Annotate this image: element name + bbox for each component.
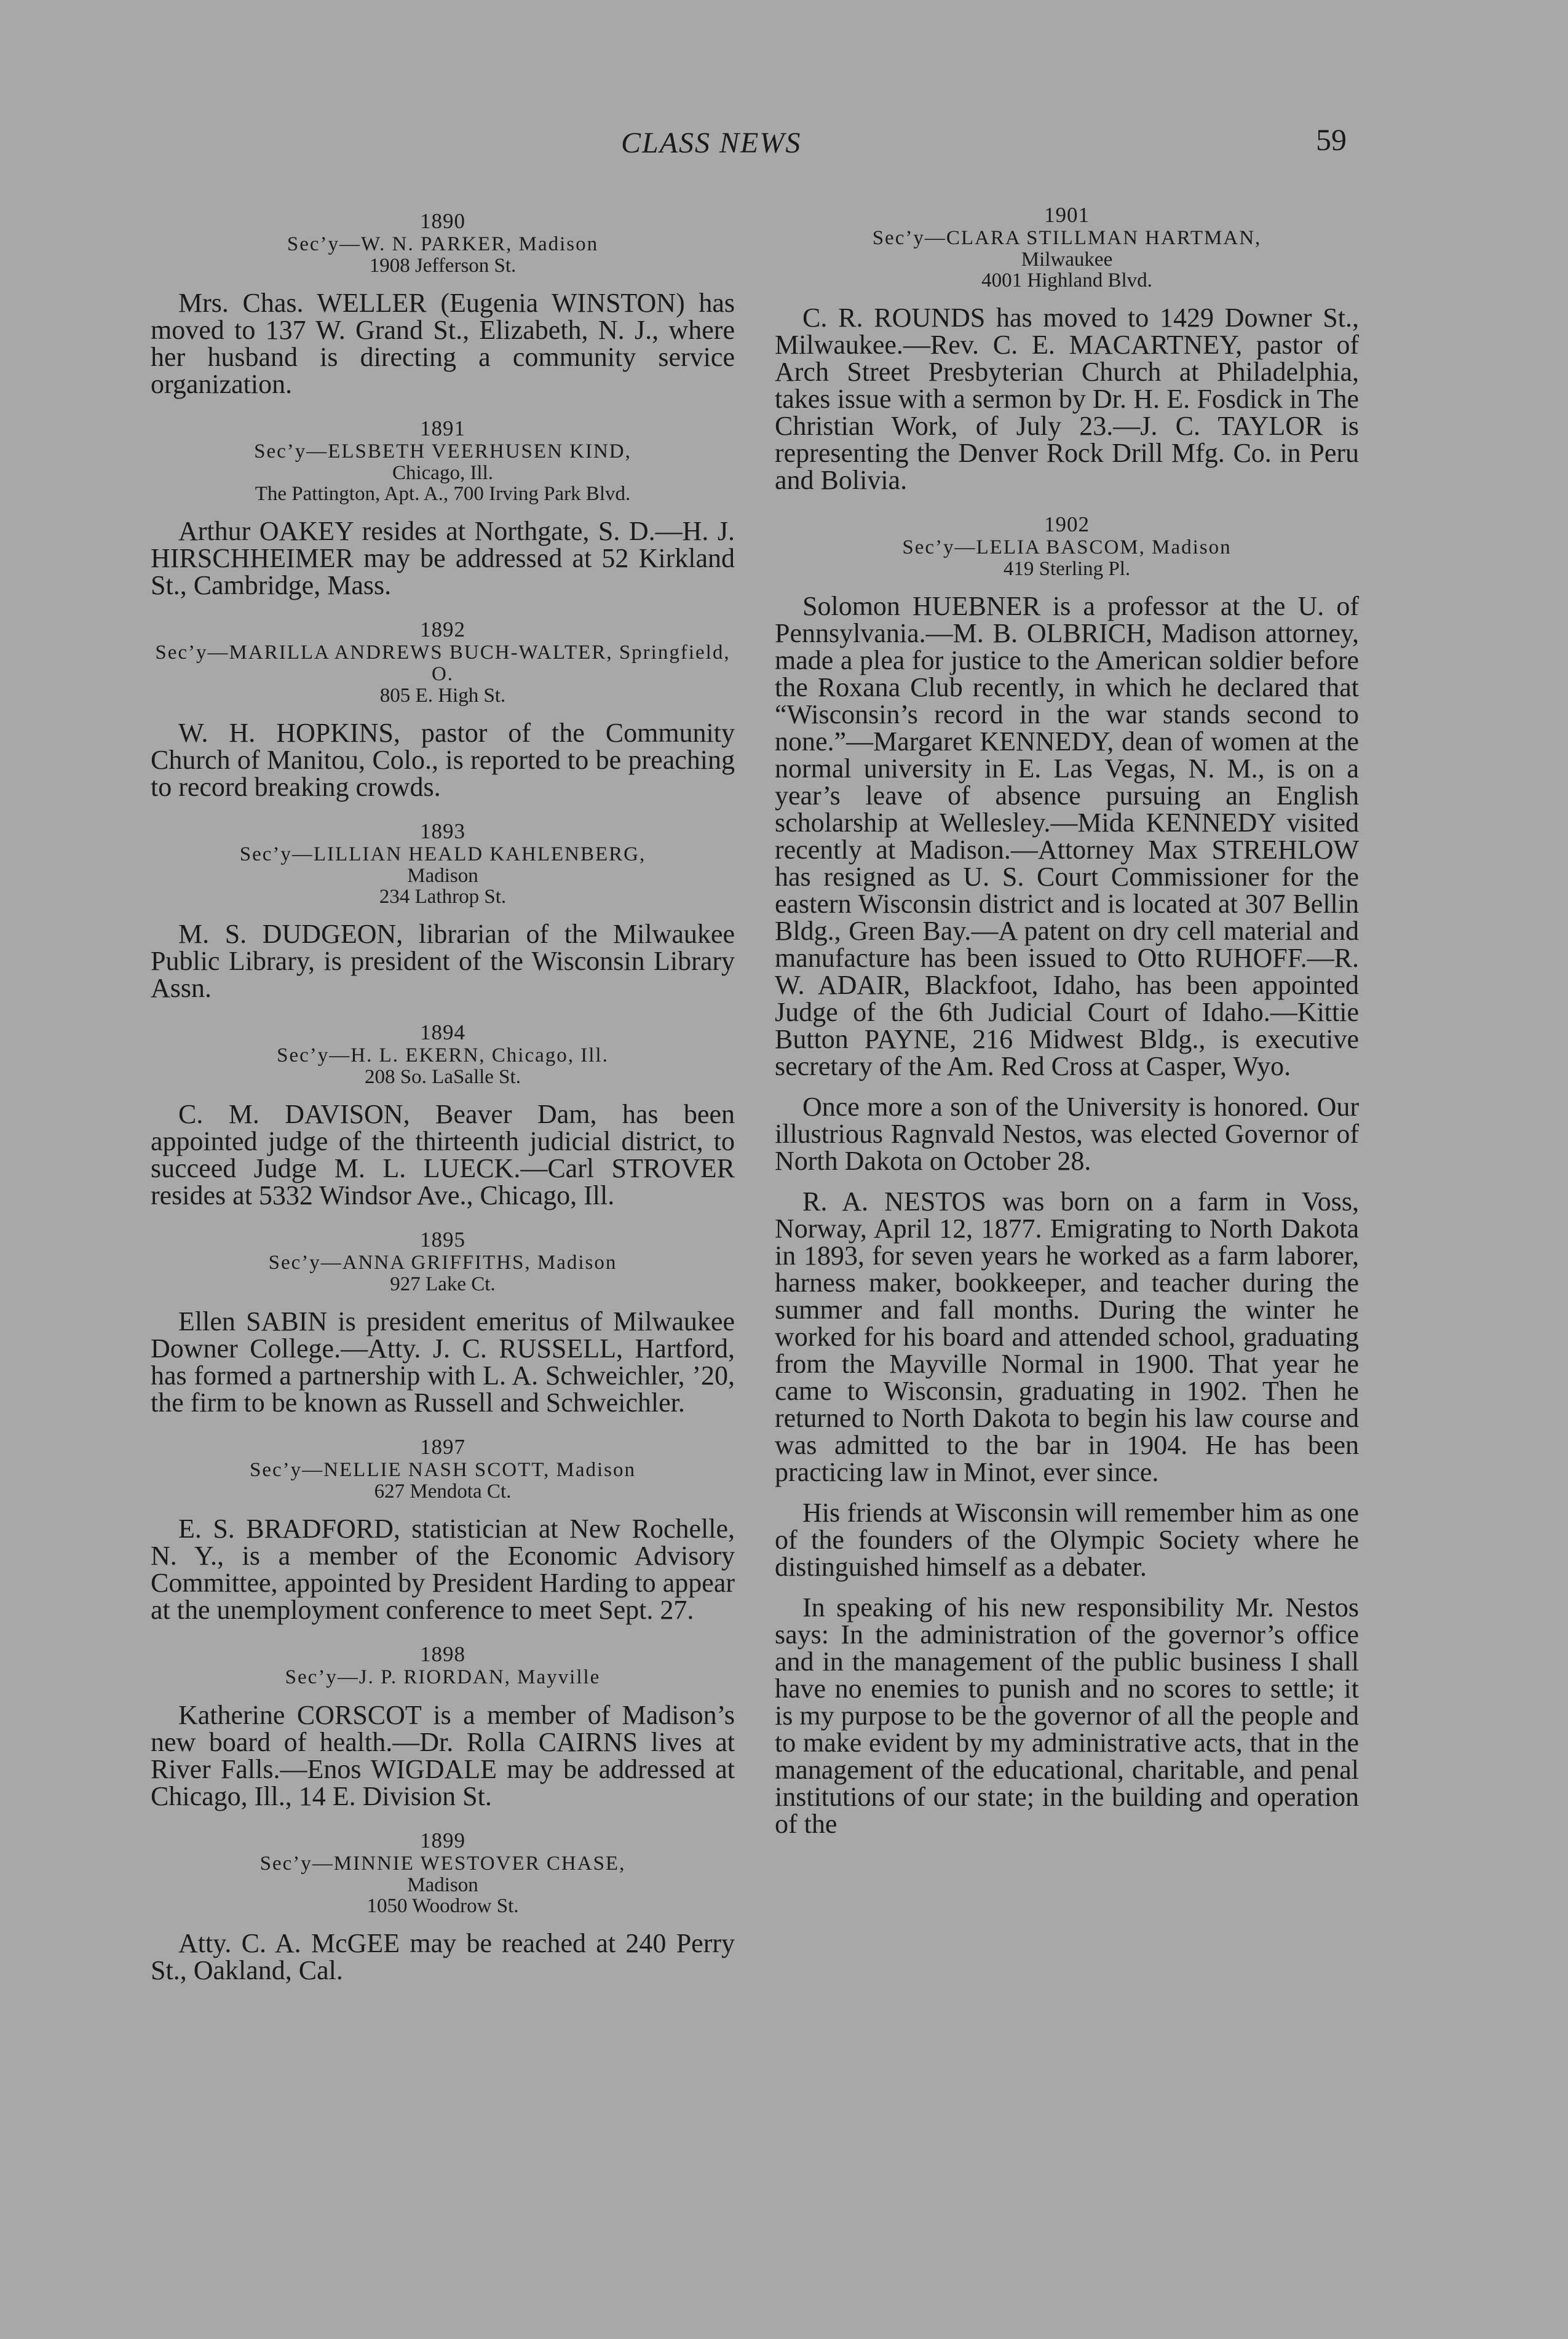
secretary-address: 1050 Woodrow St.: [366, 1895, 519, 1917]
secretary-address: 1908 Jefferson St.: [369, 255, 517, 277]
secretary-line: Sec’y—J. P. RIORDAN, Mayville: [285, 1666, 601, 1688]
secretary-address: Chicago, Ill.: [392, 462, 494, 484]
class-year: 1901: [1044, 203, 1090, 227]
left-column: [151, 209, 735, 2003]
class-section: [151, 1642, 735, 1810]
news-paragraph: Solomon HUEBNER is a professor at the U. of Pennsylvania.—M. B. OLBRICH, Madison attorney, made a plea for justice to the American soldier before the Roxana Club recently, in which he declared that “Wisconsin’s record in the war stands second to none.”—Margaret KENNEDY, dean of women at the normal university in E. Las Vegas, N. M., is on a year’s leave of absence pursuing an English scholarship at Wellesley.—Mida KENNEDY visited recently at Madison.—Attorney Max STREHLOW has resigned as U. S. Court Commissioner for the eastern Wisconsin district and is located at 307 Bellin Bldg., Green Bay.—A patent on dry cell material and manufacture has been issued to Otto RUHOFF.—R. W. ADAIR, Blackfoot, Idaho, has been appointed Judge of the 6th Judicial Court of Idaho.—Kittie Button PAYNE, 216 Midwest Bldg., is executive secretary of the Am. Red Cross at Casper, Wyo.: [775, 591, 1359, 1081]
news-paragraph: His friends at Wisconsin will remember him as one of the founders of the Olympic Society where he distinguished himself as a debater.: [775, 1498, 1359, 1582]
secretary-address: 234 Lathrop St.: [379, 886, 507, 908]
class-section: [151, 416, 735, 599]
secretary-address: Madison: [407, 1874, 478, 1896]
news-paragraph: R. A. NESTOS was born on a farm in Voss, Norway, April 12, 1877. Emigrating to North Dakota in 1893, for seven years he worked as a farm laborer, harness maker, bookkeeper, and teacher during the summer and fall months. During the winter he worked for his board and attended school, graduating from the Mayville Normal in 1900. That year he came to Wisconsin, graduating in 1902. Then he returned to North Dakota to begin his law course and was admitted to the bar in 1904. He has been practicing law in Minot, ever since.: [775, 1186, 1359, 1487]
news-paragraph: In speaking of his new responsibility Mr. Nestos says: In the administration of the governor’s office and in the management of the public business I shall have no enemies to punish and no scores to settle; it is my purpose to be the governor of all the people and to make evident by my administrative acts, that in the management of the educational, charitable, and penal institutions of our state; in the building and operation of the: [775, 1592, 1359, 1839]
secretary-line: Sec’y—ANNA GRIFFITHS, Madison: [268, 1252, 617, 1274]
secretary-address: 627 Mendota Ct.: [374, 1480, 512, 1503]
class-section: [151, 209, 735, 398]
secretary-address: The Pattington, Apt. A., 700 Irving Park Blvd.: [255, 483, 631, 505]
news-paragraph: E. S. BRADFORD, statistician at New Rochelle, N. Y., is a member of the Economic Advisory Committee, appointed by President Harding to appear at the unemployment conference to meet Sept. 27.: [151, 1514, 735, 1625]
secretary-address: 805 E. High St.: [379, 685, 506, 707]
class-year: 1893: [420, 819, 465, 843]
secretary-line: Sec’y—MARILLA ANDREWS BUCH-WALTER, Springfield, O.: [155, 641, 731, 685]
news-paragraph: Atty. C. A. McGEE may be reached at 240 Perry St., Oakland, Cal.: [151, 1928, 735, 1985]
class-year: 1892: [420, 618, 465, 641]
secretary-line: Sec’y—LILLIAN HEALD KAHLENBERG,: [239, 843, 646, 865]
secretary-line: Sec’y—NELLIE NASH SCOTT, Madison: [250, 1459, 636, 1481]
class-section: [151, 1829, 735, 1984]
right-column: [775, 203, 1359, 1856]
class-section: [151, 1020, 735, 1209]
class-section: [775, 512, 1359, 1838]
class-section: [151, 618, 735, 801]
news-paragraph: M. S. DUDGEON, librarian of the Milwaukee Public Library, is president of the Wisconsin Library Assn.: [151, 919, 735, 1003]
class-year: 1897: [420, 1435, 465, 1459]
secretary-address: Madison: [407, 865, 478, 887]
news-paragraph: Katherine CORSCOT is a member of Madison’s new board of health.—Dr. Rolla CAIRNS lives at River Falls.—Enos WIGDALE may be addressed at Chicago, Ill., 14 E. Division St.: [151, 1700, 735, 1811]
class-section: [775, 203, 1359, 494]
page-number: 59: [1316, 122, 1347, 157]
secretary-line: Sec’y—CLARA STILLMAN HARTMAN,: [872, 227, 1262, 249]
secretary-line: Sec’y—MINNIE WESTOVER CHASE,: [259, 1853, 626, 1875]
secretary-address: 4001 Highland Blvd.: [981, 269, 1152, 292]
secretary-address: 927 Lake Ct.: [390, 1273, 496, 1295]
secretary-line: Sec’y—LELIA BASCOM, Madison: [902, 536, 1232, 558]
class-year: 1899: [420, 1829, 465, 1853]
secretary-address: 419 Sterling Pl.: [1003, 558, 1131, 580]
news-paragraph: C. R. ROUNDS has moved to 1429 Downer St., Milwaukee.—Rev. C. E. MACARTNEY, pastor of Arch Street Presbyterian Church at Philadelphia, takes issue with a sermon by Dr. H. E. Fosdick in The Christian Work, of July 23.—J. C. TAYLOR is representing the Denver Rock Drill Mfg. Co. in Peru and Bolivia.: [775, 303, 1359, 495]
news-paragraph: C. M. DAVISON, Beaver Dam, has been appointed judge of the thirteenth judicial district, to succeed Judge M. L. LUECK.—Carl STROVER resides at 5332 Windsor Ave., Chicago, Ill.: [151, 1099, 735, 1210]
news-paragraph: W. H. HOPKINS, pastor of the Community Church of Manitou, Colo., is reported to be preaching to record breaking crowds.: [151, 718, 735, 802]
class-year: 1902: [1044, 512, 1090, 536]
class-year: 1891: [420, 416, 465, 440]
class-section: [151, 1228, 735, 1416]
secretary-line: Sec’y—W. N. PARKER, Madison: [287, 233, 599, 255]
class-section: [151, 1435, 735, 1624]
class-year: 1894: [420, 1020, 465, 1044]
secretary-address: Milwaukee: [1021, 248, 1113, 271]
news-paragraph: Mrs. Chas. WELLER (Eugenia WINSTON) has moved to 137 W. Grand St., Elizabeth, N. J., where her husband is directing a community service organization.: [151, 288, 735, 399]
news-paragraph: Ellen SABIN is president emeritus of Milwaukee Downer College.—Atty. J. C. RUSSELL, Hartford, has formed a partnership with L. A. Schweichler, ’20, the firm to be known as Russell and Schweichler.: [151, 1306, 735, 1418]
news-paragraph: Once more a son of the University is honored. Our illustrious Ragnvald Nestos, was elected Governor of North Dakota on October 28.: [775, 1092, 1359, 1176]
class-year: 1895: [420, 1228, 465, 1252]
class-year: 1898: [420, 1642, 465, 1666]
secretary-line: Sec’y—H. L. EKERN, Chicago, Ill.: [277, 1044, 609, 1066]
news-paragraph: Arthur OAKEY resides at Northgate, S. D.—H. J. HIRSCHHEIMER may be addressed at 52 Kirkland St., Cambridge, Mass.: [151, 516, 735, 600]
secretary-address: 208 So. LaSalle St.: [365, 1066, 521, 1088]
class-section: [151, 819, 735, 1002]
secretary-line: Sec’y—ELSBETH VEERHUSEN KIND,: [254, 440, 632, 463]
running-header: CLASS NEWS: [621, 127, 802, 159]
class-year: 1890: [420, 209, 465, 233]
